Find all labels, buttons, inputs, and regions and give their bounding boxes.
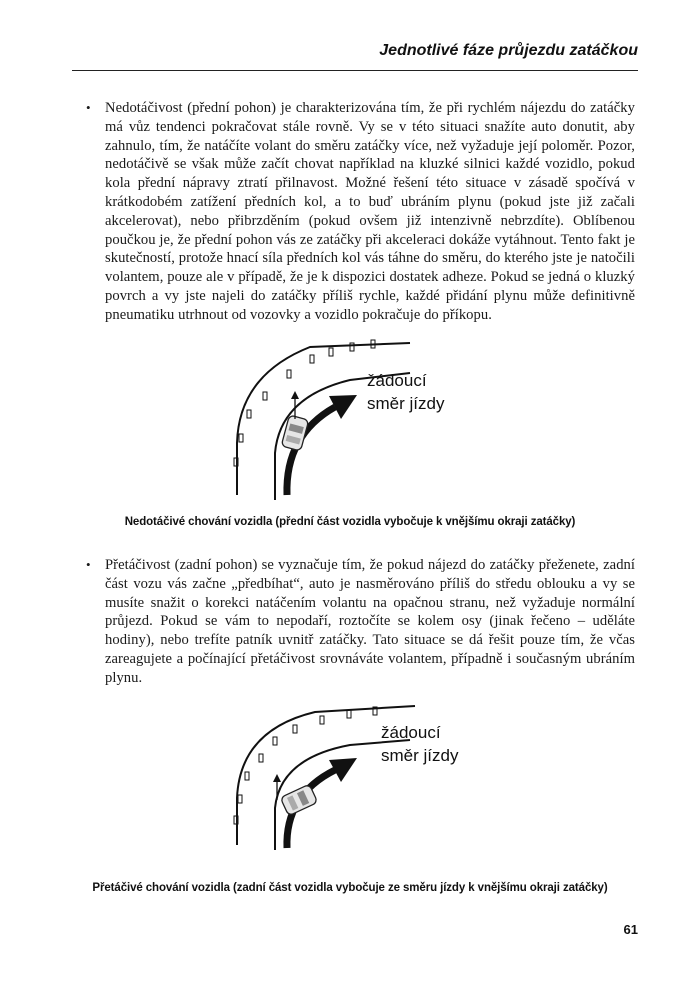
road-outer-edge — [237, 343, 410, 495]
figure-oversteer — [225, 700, 485, 850]
figure-label-line1: žádoucí — [367, 371, 427, 390]
figure-caption-oversteer: Přetáčivé chování vozidla (zadní část vozidla vybočuje ze směru jízdy k vnějšímu okraji zatáčky) — [92, 882, 608, 894]
car-direction-arrowhead — [291, 391, 299, 399]
figure-caption-understeer: Nedotáčivé chování vozidla (přední část vozidla vybočuje k vnějšímu okraji zatáčky) — [124, 516, 576, 528]
road-posts — [234, 340, 375, 466]
page-number: 61 — [623, 922, 638, 937]
figure-understeer — [225, 335, 485, 505]
running-header-title: Jednotlivé fáze průjezdu zatáčkou — [379, 42, 638, 59]
header-rule — [72, 70, 638, 71]
car-icon — [280, 784, 317, 816]
oversteer-diagram — [225, 700, 485, 850]
bullet-marker: • — [86, 100, 91, 115]
understeer-diagram — [225, 335, 485, 505]
paragraph-understeer: Nedotáčivost (přední pohon) je charakterizována tím, že při rychlém nájezdu do zatáčky má vůz tendenci pokračovat stále rovně. Vy se v této situaci snažíte auto donutit, aby zahnulo, tím, že natáčíte volant do směru zatáčky více, než vyžaduje její poloměr. Pozor, nedotáčivě se však může začít chovat například na kluzké silnici každé vozidlo, pokud kola přední nápravy ztratí přilnavost. Možné řešení této situace v zásadě spočívá v krátkodobém zatížení předních kol, a to buď ubráním plynu (pokud jste již začali akcelerovat), nebo přibrzděním (pokud ovšem již intenzivně nebrzdíte). Oblíbenou poučkou je, že přední pohon vás ze zatáčky při akceleraci dokáže vytáhnout. Tento fakt je skutečností, protože hnací síla předních kol vás táhne do směru, do kterého jste je natočili volantem, pouze ale v případě, že je k dispozici dostatek adheze. Pokud se jedná o kluzký povrch a vy jste najeli do zatáčky příliš rychle, každé přidání plynu může definitivně pneumatiku utrhnout od vozovky a vozidlo pokračuje do příkopu. — [105, 100, 635, 323]
figure-label-line1: žádoucí — [381, 723, 441, 742]
figure-label-line2: směr jízdy — [381, 746, 459, 765]
figure-label-line2: směr jízdy — [367, 394, 445, 413]
paragraph-oversteer: Přetáčivost (zadní pohon) se vyznačuje tím, že pokud nájezd do zatáčky přeženete, zadní část vozu vás začne „předbíhat“, auto je nasměrováno příliš do středu oblouku a vy se musíte snažit o korekci natáčením volantu na opačnou stranu, než vyžaduje normální průjezd. Pokud se vám to nepodaří, roztočíte se kolem osy (jinak řečeno – uděláte hodiny), nebo trefíte patník uvnitř zatáčky. Tato situace se dá řešit pouze tím, že včas zareagujete a počínající přetáčivost srovnáváte volantem, případně i současným ubráním plynu. — [105, 557, 635, 686]
bullet-marker: • — [86, 557, 91, 572]
car-direction-arrowhead — [273, 774, 281, 782]
